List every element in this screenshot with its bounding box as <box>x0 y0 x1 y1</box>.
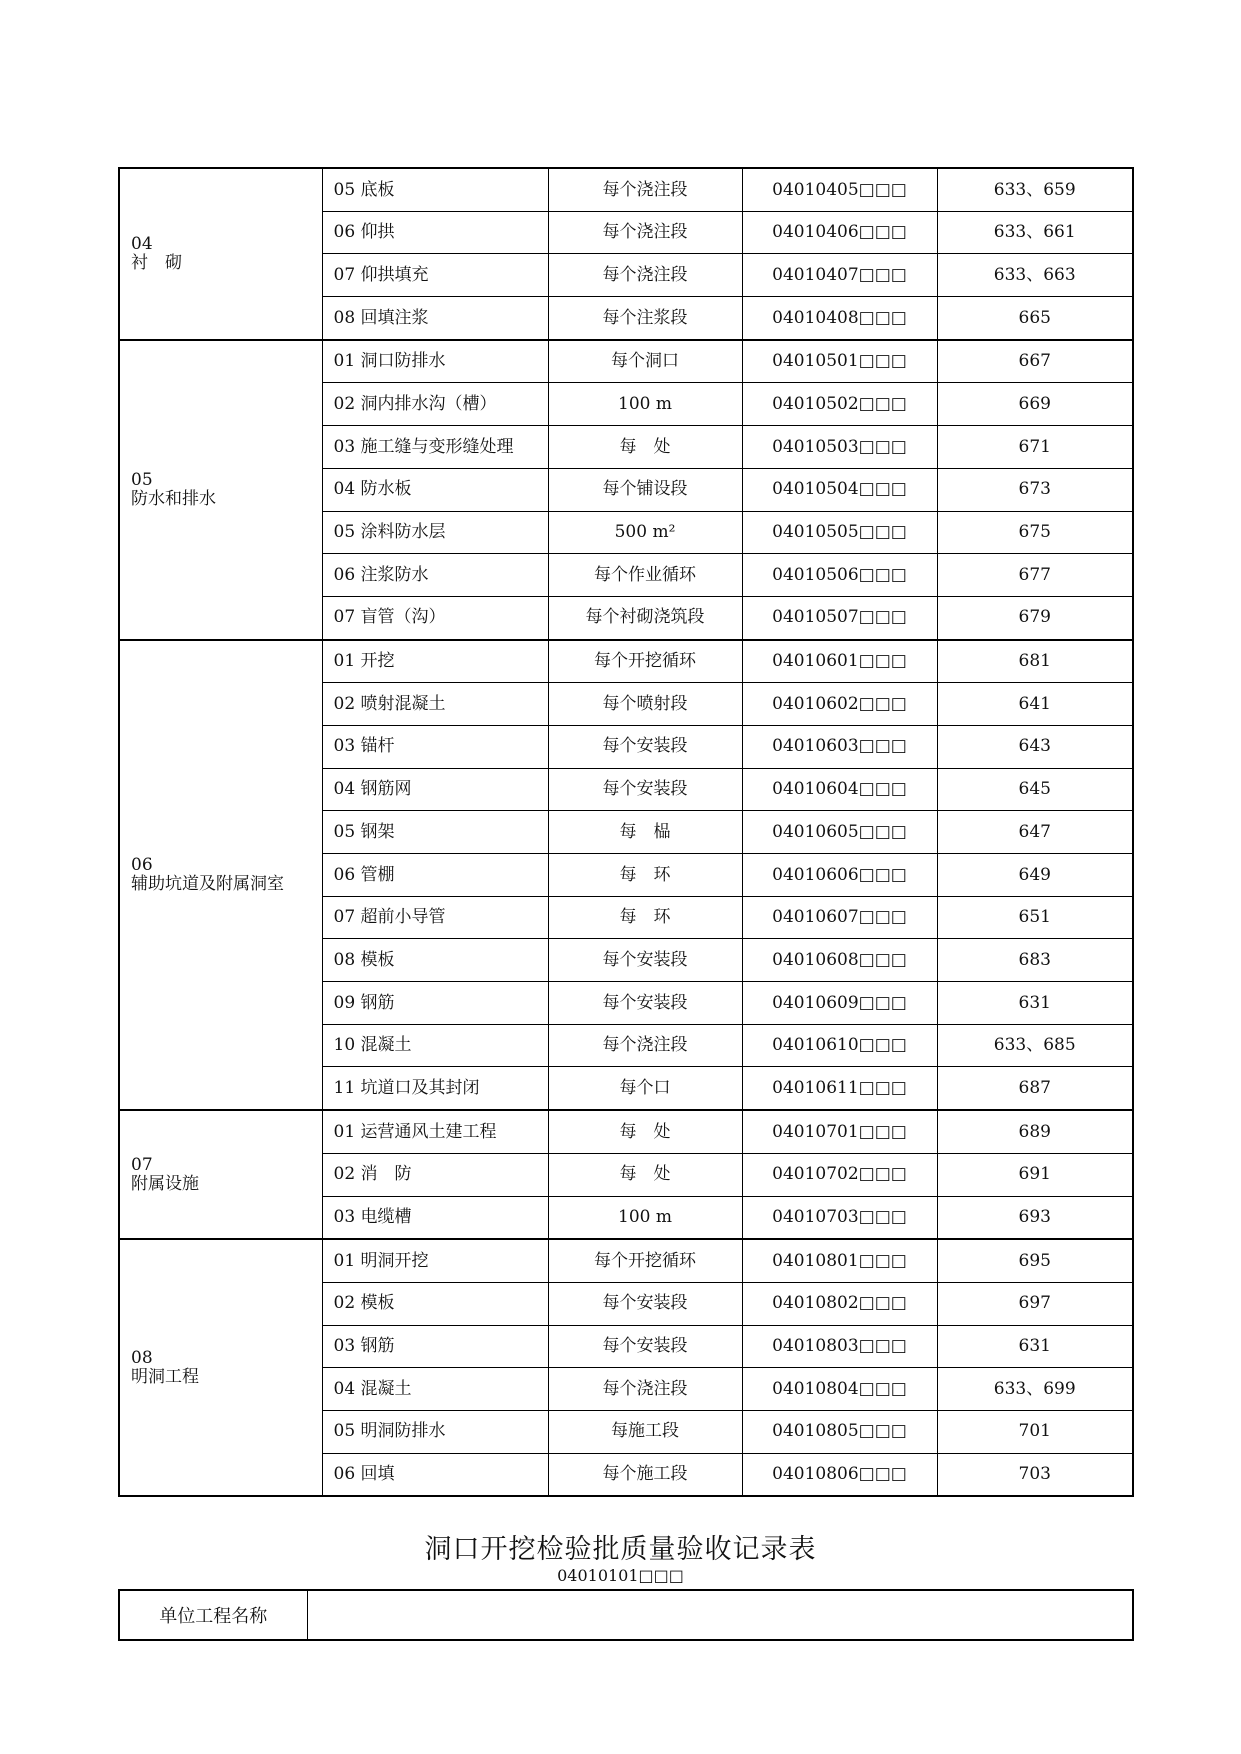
item-name: 04 钢筋网 <box>322 768 548 811</box>
page-ref: 695 <box>937 1239 1133 1282</box>
inspection-unit: 每个洞口 <box>548 340 742 383</box>
group-name: 防水和排水 <box>131 488 216 509</box>
group-code: 04 <box>131 234 153 255</box>
page-ref: 671 <box>937 426 1133 469</box>
page-ref: 667 <box>937 340 1133 383</box>
unit-project-row <box>119 1590 1133 1640</box>
lot-code: 04010611□□□ <box>742 1067 937 1110</box>
item-name: 06 回填 <box>322 1453 548 1496</box>
lot-code: 04010610□□□ <box>742 1024 937 1067</box>
item-name: 01 明洞开挖 <box>322 1239 548 1282</box>
group-name: 附属设施 <box>131 1173 199 1194</box>
item-name: 07 仰拱填充 <box>322 254 548 297</box>
group-name: 明洞工程 <box>131 1366 199 1387</box>
item-name: 06 仰拱 <box>322 211 548 254</box>
item-name: 08 模板 <box>322 939 548 982</box>
inspection-unit: 100 m <box>548 383 742 426</box>
page-ref: 649 <box>937 854 1133 897</box>
lot-code: 04010604□□□ <box>742 768 937 811</box>
lot-code: 04010806□□□ <box>742 1453 937 1496</box>
lot-code: 04010505□□□ <box>742 511 937 554</box>
group-code: 05 <box>131 469 153 490</box>
page-ref: 691 <box>937 1153 1133 1196</box>
page-ref: 703 <box>937 1453 1133 1496</box>
item-name: 03 电缆槽 <box>322 1196 548 1239</box>
item-name: 10 混凝土 <box>322 1024 548 1067</box>
inspection-unit: 每个浇注段 <box>548 1024 742 1067</box>
item-name: 01 开挖 <box>322 640 548 683</box>
inspection-unit: 每 环 <box>548 854 742 897</box>
item-name: 03 钢筋 <box>322 1325 548 1368</box>
lot-code: 04010607□□□ <box>742 896 937 939</box>
lot-code: 04010503□□□ <box>742 426 937 469</box>
lot-code: 04010408□□□ <box>742 297 937 340</box>
lot-code: 04010601□□□ <box>742 640 937 683</box>
inspection-unit: 每 榀 <box>548 811 742 854</box>
item-name: 04 混凝土 <box>322 1368 548 1411</box>
inspection-unit: 每 处 <box>548 1110 742 1153</box>
page-ref: 633、659 <box>937 168 1133 211</box>
index-table-body <box>119 168 1133 1496</box>
table-row <box>119 340 1133 383</box>
page-ref: 677 <box>937 554 1133 597</box>
page-ref: 633、699 <box>937 1368 1133 1411</box>
page-ref: 633、661 <box>937 211 1133 254</box>
lot-code: 04010608□□□ <box>742 939 937 982</box>
inspection-unit: 每个作业循环 <box>548 554 742 597</box>
lot-code: 04010803□□□ <box>742 1325 937 1368</box>
group-name: 辅助坑道及附属洞室 <box>131 873 284 894</box>
table-row <box>119 640 1133 683</box>
inspection-unit: 100 m <box>548 1196 742 1239</box>
item-name: 02 消 防 <box>322 1153 548 1196</box>
group-cell <box>119 1110 322 1239</box>
page-ref: 689 <box>937 1110 1133 1153</box>
item-name: 05 明洞防排水 <box>322 1410 548 1453</box>
page-ref: 641 <box>937 683 1133 726</box>
lot-code: 04010504□□□ <box>742 468 937 511</box>
inspection-unit: 每 环 <box>548 896 742 939</box>
inspection-unit: 每个喷射段 <box>548 683 742 726</box>
group-code: 07 <box>131 1154 153 1175</box>
item-name: 05 涂料防水层 <box>322 511 548 554</box>
item-name: 06 注浆防水 <box>322 554 548 597</box>
item-name: 03 锚杆 <box>322 725 548 768</box>
table-row <box>119 1239 1133 1282</box>
lot-code: 04010405□□□ <box>742 168 937 211</box>
lot-code: 04010605□□□ <box>742 811 937 854</box>
inspection-unit: 500 m² <box>548 511 742 554</box>
group-cell <box>119 168 322 340</box>
inspection-unit: 每个安装段 <box>548 939 742 982</box>
item-name: 02 模板 <box>322 1282 548 1325</box>
inspection-unit: 每 处 <box>548 1153 742 1196</box>
inspection-unit: 每个浇注段 <box>548 1368 742 1411</box>
unit-project-value[interactable] <box>307 1590 1133 1640</box>
inspection-unit: 每个安装段 <box>548 725 742 768</box>
lot-code: 04010407□□□ <box>742 254 937 297</box>
inspection-unit: 每个浇注段 <box>548 168 742 211</box>
inspection-unit: 每个安装段 <box>548 768 742 811</box>
lot-code: 04010603□□□ <box>742 725 937 768</box>
lot-code: 04010609□□□ <box>742 982 937 1025</box>
group-cell <box>119 640 322 1111</box>
item-name: 06 管棚 <box>322 854 548 897</box>
lot-code: 04010502□□□ <box>742 383 937 426</box>
lot-code: 04010701□□□ <box>742 1110 937 1153</box>
item-name: 05 底板 <box>322 168 548 211</box>
form-title: 洞口开挖检验批质量验收记录表 <box>424 1534 817 1565</box>
group-code: 06 <box>131 855 153 876</box>
lot-code: 04010406□□□ <box>742 211 937 254</box>
page-ref: 633、663 <box>937 254 1133 297</box>
item-name: 09 钢筋 <box>322 982 548 1025</box>
unit-project-label: 单位工程名称 <box>119 1590 307 1640</box>
item-name: 07 超前小导管 <box>322 896 548 939</box>
item-name: 01 运营通风土建工程 <box>322 1110 548 1153</box>
inspection-unit: 每个安装段 <box>548 1325 742 1368</box>
form-header-table <box>118 1589 1134 1641</box>
page-ref: 683 <box>937 939 1133 982</box>
lot-code: 04010805□□□ <box>742 1410 937 1453</box>
lot-code: 04010606□□□ <box>742 854 937 897</box>
page-ref: 651 <box>937 896 1133 939</box>
item-name: 02 洞内排水沟（槽） <box>322 383 548 426</box>
inspection-unit: 每个注浆段 <box>548 297 742 340</box>
group-code: 08 <box>131 1348 153 1369</box>
item-name: 11 坑道口及其封闭 <box>322 1067 548 1110</box>
page-ref: 701 <box>937 1410 1133 1453</box>
inspection-unit: 每个开挖循环 <box>548 1239 742 1282</box>
inspection-unit: 每个浇注段 <box>548 254 742 297</box>
inspection-unit: 每施工段 <box>548 1410 742 1453</box>
inspection-unit: 每个安装段 <box>548 982 742 1025</box>
lot-code: 04010703□□□ <box>742 1196 937 1239</box>
item-name: 03 施工缝与变形缝处理 <box>322 426 548 469</box>
page-ref: 643 <box>937 725 1133 768</box>
group-cell <box>119 340 322 640</box>
lot-code: 04010506□□□ <box>742 554 937 597</box>
item-name: 08 回填注浆 <box>322 297 548 340</box>
page-ref: 645 <box>937 768 1133 811</box>
inspection-unit: 每个开挖循环 <box>548 640 742 683</box>
group-cell <box>119 1239 322 1496</box>
page-ref: 681 <box>937 640 1133 683</box>
inspection-unit: 每个安装段 <box>548 1282 742 1325</box>
inspection-unit: 每个口 <box>548 1067 742 1110</box>
item-name: 07 盲管（沟） <box>322 596 548 639</box>
page-ref: 673 <box>937 468 1133 511</box>
page-ref: 669 <box>937 383 1133 426</box>
page-ref: 647 <box>937 811 1133 854</box>
lot-code: 04010801□□□ <box>742 1239 937 1282</box>
page-ref: 631 <box>937 982 1133 1025</box>
lot-code: 04010702□□□ <box>742 1153 937 1196</box>
inspection-unit: 每个铺设段 <box>548 468 742 511</box>
inspection-unit: 每个施工段 <box>548 1453 742 1496</box>
item-name: 01 洞口防排水 <box>322 340 548 383</box>
lot-code: 04010804□□□ <box>742 1368 937 1411</box>
lot-code: 04010507□□□ <box>742 596 937 639</box>
table-row <box>119 168 1133 211</box>
lot-code: 04010602□□□ <box>742 683 937 726</box>
item-name: 05 钢架 <box>322 811 548 854</box>
page-ref: 675 <box>937 511 1133 554</box>
lot-code: 04010501□□□ <box>742 340 937 383</box>
lot-code: 04010802□□□ <box>742 1282 937 1325</box>
form-code: 04010101□□□ <box>557 1566 684 1585</box>
item-name: 02 喷射混凝土 <box>322 683 548 726</box>
table-row <box>119 1110 1133 1153</box>
page-ref: 633、685 <box>937 1024 1133 1067</box>
inspection-unit: 每个浇注段 <box>548 211 742 254</box>
page-ref: 631 <box>937 1325 1133 1368</box>
page-ref: 693 <box>937 1196 1133 1239</box>
page-ref: 665 <box>937 297 1133 340</box>
inspection-lot-index-table <box>118 167 1134 1497</box>
inspection-unit: 每 处 <box>548 426 742 469</box>
page-ref: 687 <box>937 1067 1133 1110</box>
page-ref: 679 <box>937 596 1133 639</box>
group-name: 衬 砌 <box>131 252 182 273</box>
item-name: 04 防水板 <box>322 468 548 511</box>
inspection-unit: 每个衬砌浇筑段 <box>548 596 742 639</box>
page-ref: 697 <box>937 1282 1133 1325</box>
